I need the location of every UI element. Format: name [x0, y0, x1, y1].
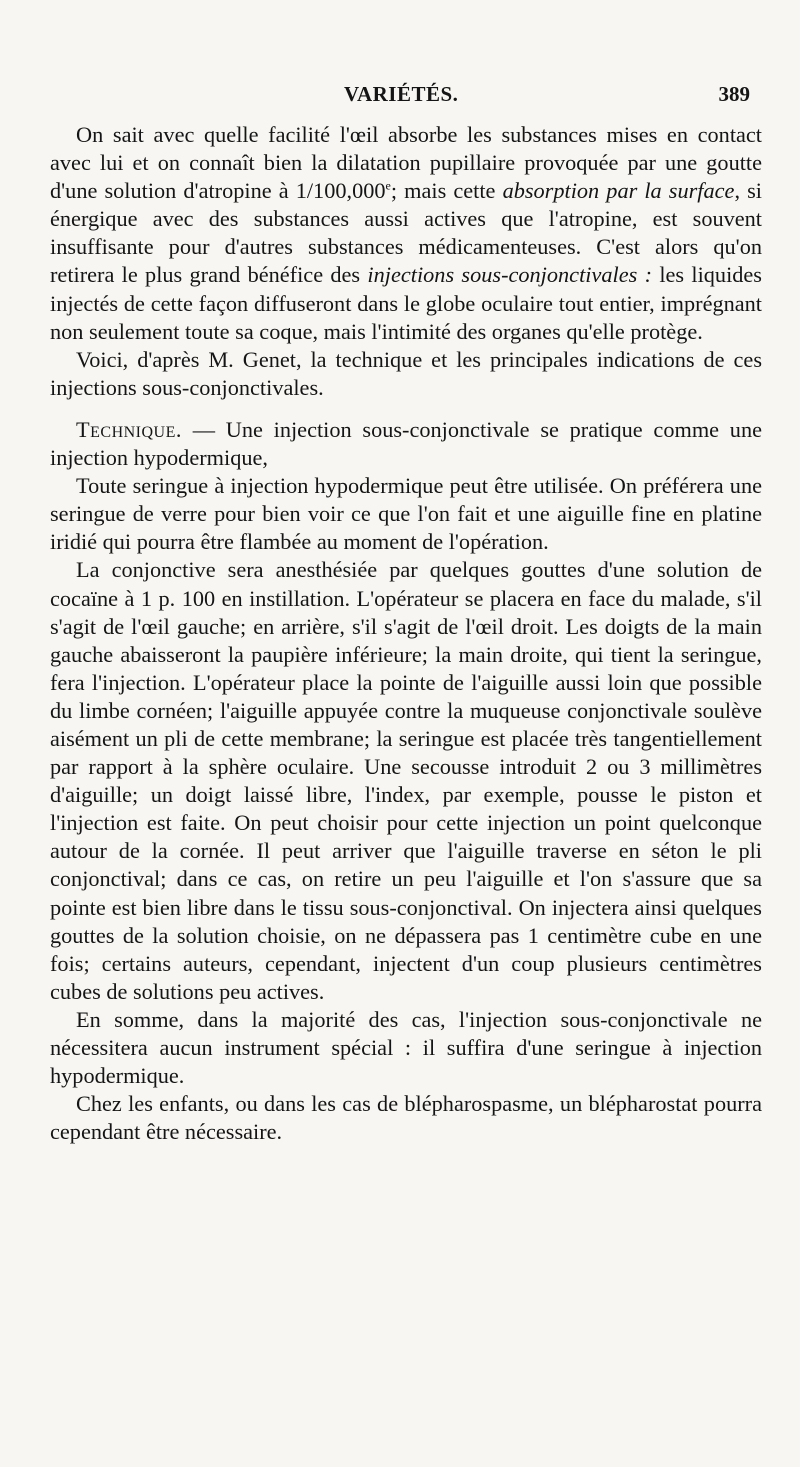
- paragraph-genet: Voici, d'après M. Genet, la technique et les principales indications de ces injections sous-conjonctivales.: [50, 346, 762, 400]
- running-head: VARIÉTÉS.: [344, 82, 459, 106]
- section-label: Technique.: [76, 416, 182, 442]
- paragraph-intro: On sait avec quelle facilité l'œil absorbe les substances mises en contact avec lui et on connaît bien la dilatation pupillaire provoquée par une goutte d'une solution d'atropine à 1/100,000e; mais cette absorption par la surface, si énergique avec des substances aussi actives que l'atropine, est souvent insuffisante pour d'autres substances médicamenteuses. C'est alors qu'on retirera le plus grand bénéfice des injections sous-conjonctivales : les liquides injectés de cette façon diffuseront dans le globe oculaire tout entier, imprégnant non seulement toute sa coque, mais l'intimité des organes qu'elle protège.: [50, 122, 762, 344]
- paragraph-technique: Technique. — Une injection sous-conjonctivale se pratique comme une injection hypodermique,: [50, 416, 762, 471]
- body-text: [50, 121, 762, 1146]
- paragraph-children: Chez les enfants, ou dans les cas de blépharospasme, un blépharostat pourra cependant être nécessaire.: [50, 1091, 762, 1145]
- page-number: 389: [718, 82, 750, 106]
- page-header: [0, 82, 800, 122]
- paragraph-procedure: La conjonctive sera anesthésiée par quelques gouttes d'une solution de cocaïne à 1 p. 100 en instillation. L'opérateur se placera en face du malade, s'il s'agit de l'œil gauche; en arrière, s'il s'agit de l'œil droit. Les doigts de la main gauche abaisseront la paupière inférieure; la main droite, qui tient la seringue, fera l'injection. L'opérateur place la pointe de l'aiguille aussi loin que possible du limbe cornéen; l'aiguille appuyée contre la muqueuse conjonctivale soulève aisément un pli de cette membrane; la seringue est placée très tangentiellement par rapport à la sphère oculaire. Une secousse introduit 2 ou 3 millimètres d'aiguille; un doigt laissé libre, l'index, par exemple, pousse le piston et l'injection est faite. On peut choisir pour cette injection un point quelconque autour de la cornée. Il peut arriver que l'aiguille traverse en séton le pli conjonctival; dans ce cas, on retire un peu l'aiguille et l'on s'assure que sa pointe est bien libre dans le tissu sous-conjonctival. On injectera ainsi quelques gouttes de la solution choisie, on ne dépassera pas 1 centimètre cube en une fois; certains auteurs, cependant, injectent d'un coup plusieurs centimètres cubes de solutions peu actives.: [50, 557, 762, 1004]
- paragraph-seringue: Toute seringue à injection hypodermique peut être utilisée. On préférera une seringue de verre pour bien voir ce que l'on fait et une aiguille fine en platine iridié qui pourra être flambée au moment de l'opération.: [50, 473, 762, 555]
- italic-phrase: absorption par la surface: [502, 178, 735, 204]
- italic-phrase: injections sous-conjonctivales :: [367, 262, 653, 288]
- paragraph-summary: En somme, dans la majorité des cas, l'injection sous-conjonctivale ne nécessitera aucun instrument spécial : il suffira d'une seringue à injection hypodermique.: [50, 1006, 762, 1089]
